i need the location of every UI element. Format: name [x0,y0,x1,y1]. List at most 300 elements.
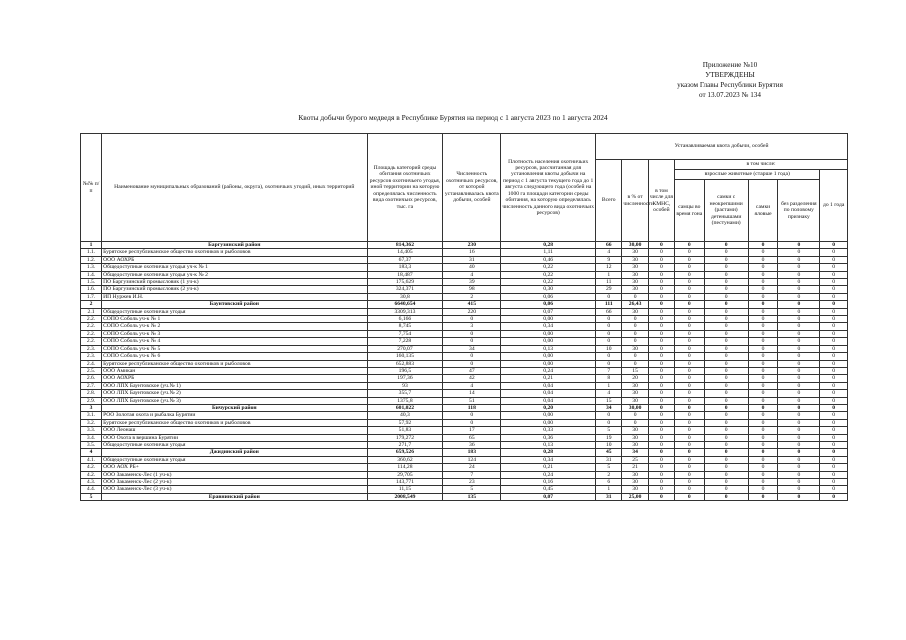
row-density: 0,00 [501,316,596,323]
row-male: 0 [675,471,704,478]
table-row [81,293,848,300]
row-density: 0,07 [501,493,596,500]
row-under1: 0 [820,441,848,448]
row-no-sex: 0 [778,338,820,345]
row-percent: 20 [622,375,648,382]
row-kmns: 0 [648,441,674,448]
row-population: 40 [443,264,501,271]
row-barren: 0 [748,441,777,448]
row-barren: 0 [748,330,777,337]
row-total: 4 [596,249,622,256]
row-population: 135 [443,493,501,500]
row-percent: 25 [622,456,648,463]
row-kmns: 0 [648,471,674,478]
row-barren: 0 [748,493,777,500]
row-population: 4 [443,271,501,278]
row-under1: 0 [820,434,848,441]
row-name: Еравнинский район [102,493,367,500]
table-row [81,419,848,426]
row-male: 0 [675,493,704,500]
row-under1: 0 [820,471,848,478]
table-row [81,345,848,352]
row-num: 2.2. [81,323,102,330]
row-name: Общедоступные охотничьи угодья [102,441,367,448]
row-under1: 0 [820,256,848,263]
row-num: 2.8. [81,390,102,397]
row-male: 0 [675,360,704,367]
row-num: 1 [81,242,102,249]
header-kmns: в том числе для КМНС, особей [648,160,674,242]
row-population: 34 [443,345,501,352]
row-female: 0 [704,286,748,293]
row-under1: 0 [820,486,848,493]
row-population: 4 [443,382,501,389]
row-under1: 0 [820,301,848,308]
header-quota-group: Устанавливаемая квота добычи, особей [596,134,848,160]
row-name: ПО Баргузинский промысловик (1 уч-к) [102,279,367,286]
row-density: 0,36 [501,434,596,441]
row-area: 652,883 [367,360,443,367]
row-population: 3 [443,323,501,330]
row-barren: 0 [748,375,777,382]
row-num: 3.3. [81,427,102,434]
row-area: 7,754 [367,330,443,337]
row-num: 3.1. [81,412,102,419]
row-under1: 0 [820,279,848,286]
row-density: 0,45 [501,486,596,493]
row-under1: 0 [820,419,848,426]
row-name: СОПО Соболь уч-к № 1 [102,316,367,323]
row-percent: 0 [622,330,648,337]
row-name: ООО Амикан [102,367,367,374]
row-male: 0 [675,286,704,293]
row-name: Бичурский район [102,404,367,411]
table-row [81,412,848,419]
row-percent: 26,43 [622,301,648,308]
row-male: 0 [675,404,704,411]
row-area: 160,135 [367,353,443,360]
row-num: 5 [81,493,102,500]
row-barren: 0 [748,301,777,308]
row-under1: 0 [820,264,848,271]
row-total: 10 [596,441,622,448]
row-female: 0 [704,353,748,360]
row-no-sex: 0 [778,367,820,374]
table-row [81,456,848,463]
row-percent: 34 [622,449,648,456]
row-density: 0,24 [501,367,596,374]
row-female: 0 [704,404,748,411]
row-barren: 0 [748,367,777,374]
row-area: 29,705 [367,471,443,478]
row-area: 183,3 [367,264,443,271]
header-barren: самки яловые [748,180,777,242]
row-density: 0,34 [501,456,596,463]
row-male: 0 [675,242,704,249]
row-area: 197,36 [367,375,443,382]
row-kmns: 0 [648,419,674,426]
row-percent: 30 [622,390,648,397]
row-density: 0,30 [501,286,596,293]
row-percent: 30 [622,256,648,263]
row-num: 2.1 [81,308,102,315]
row-population: 230 [443,242,501,249]
row-female: 0 [704,279,748,286]
row-total: 0 [596,338,622,345]
row-female: 0 [704,464,748,471]
table-row [81,330,848,337]
row-female: 0 [704,390,748,397]
row-under1: 0 [820,345,848,352]
row-total: 12 [596,264,622,271]
row-percent: 30 [622,441,648,448]
row-density: 0,28 [501,449,596,456]
row-area: 6,166 [367,316,443,323]
row-no-sex: 0 [778,279,820,286]
row-total: 111 [596,301,622,308]
row-no-sex: 0 [778,323,820,330]
row-barren: 0 [748,479,777,486]
row-kmns: 0 [648,353,674,360]
row-male: 0 [675,382,704,389]
row-barren: 0 [748,308,777,315]
row-total: 66 [596,308,622,315]
row-kmns: 0 [648,449,674,456]
row-num: 2.3. [81,353,102,360]
row-female: 0 [704,338,748,345]
row-density: 0,07 [501,308,596,315]
row-num: 1.2. [81,256,102,263]
row-density: 0,20 [501,404,596,411]
row-female: 0 [704,301,748,308]
row-no-sex: 0 [778,390,820,397]
row-num: 2.9. [81,397,102,404]
row-population: 24 [443,464,501,471]
row-male: 0 [675,367,704,374]
row-num: 1.5. [81,279,102,286]
row-no-sex: 0 [778,330,820,337]
row-under1: 0 [820,427,848,434]
row-male: 0 [675,345,704,352]
row-barren: 0 [748,286,777,293]
row-female: 0 [704,419,748,426]
row-percent: 30,00 [622,404,648,411]
row-barren: 0 [748,256,777,263]
row-population: 0 [443,353,501,360]
row-female: 0 [704,271,748,278]
row-num: 3.4. [81,434,102,441]
row-percent: 30,00 [622,242,648,249]
row-total: 7 [596,367,622,374]
row-num: 4.3. [81,479,102,486]
row-male: 0 [675,397,704,404]
row-area: 30,8 [367,293,443,300]
row-density: 0,21 [501,375,596,382]
row-kmns: 0 [648,308,674,315]
row-density: 0,33 [501,427,596,434]
row-percent: 0 [622,323,648,330]
row-total: 0 [596,330,622,337]
row-density: 0,22 [501,279,596,286]
header-num: №№ п/п [81,134,102,242]
row-female: 0 [704,316,748,323]
row-barren: 0 [748,404,777,411]
row-kmns: 0 [648,360,674,367]
row-area: 2008,549 [367,493,443,500]
table-row [81,471,848,478]
row-total: 0 [596,419,622,426]
header-under1: до 1 года [820,170,848,242]
row-under1: 0 [820,390,848,397]
row-total: 10 [596,345,622,352]
row-name: ООО АОХРБ [102,256,367,263]
row-no-sex: 0 [778,464,820,471]
row-area: 11,15 [367,486,443,493]
row-no-sex: 0 [778,471,820,478]
row-name: ООО Закаменск-Лес (3 уч-к) [102,486,367,493]
row-male: 0 [675,293,704,300]
row-area: 7,228 [367,338,443,345]
row-under1: 0 [820,456,848,463]
row-percent: 0 [622,353,648,360]
row-kmns: 0 [648,464,674,471]
table-row [81,479,848,486]
table-row [81,249,848,256]
row-kmns: 0 [648,286,674,293]
row-kmns: 0 [648,375,674,382]
row-barren: 0 [748,397,777,404]
row-population: 39 [443,279,501,286]
row-density: 0,00 [501,412,596,419]
row-under1: 0 [820,404,848,411]
table-row [81,434,848,441]
row-num: 1.1. [81,249,102,256]
row-male: 0 [675,412,704,419]
row-area: 355,7 [367,390,443,397]
header-male: самцы во время гона [675,180,704,242]
header-total: Всего [596,160,622,242]
row-population: 17 [443,427,501,434]
row-no-sex: 0 [778,412,820,419]
row-total: 1 [596,382,622,389]
row-kmns: 0 [648,479,674,486]
district-row [81,301,848,308]
row-kmns: 0 [648,301,674,308]
row-female: 0 [704,456,748,463]
row-male: 0 [675,271,704,278]
row-barren: 0 [748,323,777,330]
row-density: 0,21 [501,464,596,471]
row-name: ООО ЛПХ Баунтовское (уч.№ 3) [102,397,367,404]
row-name: Баргузинский район [102,242,367,249]
row-kmns: 0 [648,264,674,271]
row-barren: 0 [748,464,777,471]
row-density: 0,13 [501,345,596,352]
row-num: 2.2. [81,338,102,345]
approval-block [600,60,800,100]
row-no-sex: 0 [778,256,820,263]
header-including: в том числе: [675,160,848,170]
table-row [81,271,848,278]
row-no-sex: 0 [778,271,820,278]
table-row [81,353,848,360]
row-under1: 0 [820,338,848,345]
row-under1: 0 [820,493,848,500]
row-under1: 0 [820,464,848,471]
row-name: Общедоступные охотничьи угодья уч-к № 2 [102,271,367,278]
row-density: 0,04 [501,382,596,389]
row-female: 0 [704,375,748,382]
row-under1: 0 [820,249,848,256]
row-barren: 0 [748,471,777,478]
row-density: 0,00 [501,353,596,360]
row-female: 0 [704,427,748,434]
row-total: 8 [596,375,622,382]
row-kmns: 0 [648,412,674,419]
row-name: ООО ЛПХ Баунтовское (уч.№ 1) [102,382,367,389]
table-row [81,323,848,330]
row-num: 2.2. [81,316,102,323]
row-barren: 0 [748,279,777,286]
row-population: 98 [443,286,501,293]
row-male: 0 [675,249,704,256]
row-name: ИП Нуржев И.Н. [102,293,367,300]
row-percent: 25,00 [622,493,648,500]
row-kmns: 0 [648,338,674,345]
row-percent: 0 [622,293,648,300]
row-area: 114,28 [367,464,443,471]
row-percent: 30 [622,486,648,493]
row-male: 0 [675,419,704,426]
row-kmns: 0 [648,434,674,441]
table-row [81,427,848,434]
row-population: 124 [443,456,501,463]
row-name: Баунтовский район [102,301,367,308]
row-male: 0 [675,434,704,441]
approval-date: от 13.07.2023 № 134 [698,91,761,99]
row-male: 0 [675,375,704,382]
row-under1: 0 [820,449,848,456]
row-under1: 0 [820,360,848,367]
row-area: 3309,313 [367,308,443,315]
row-total: 31 [596,456,622,463]
row-name: Общедоступные охотничьи угодья уч-к № 1 [102,264,367,271]
header-female: самки с неокрепшими (растами) детенышами (пестунами) [704,180,748,242]
row-population: 5 [443,486,501,493]
header-percent: в % от численности [622,160,648,242]
row-kmns: 0 [648,486,674,493]
approval-annex-number: Приложение №10 [702,61,758,69]
row-under1: 0 [820,330,848,337]
row-barren: 0 [748,390,777,397]
row-female: 0 [704,242,748,249]
row-kmns: 0 [648,382,674,389]
row-population: 36 [443,441,501,448]
row-barren: 0 [748,293,777,300]
row-under1: 0 [820,397,848,404]
row-population: 2 [443,293,501,300]
row-under1: 0 [820,382,848,389]
row-percent: 30 [622,397,648,404]
row-barren: 0 [748,382,777,389]
table-row [81,308,848,315]
row-percent: 0 [622,360,648,367]
district-row [81,242,848,249]
row-percent: 30 [622,308,648,315]
row-population: 0 [443,419,501,426]
row-num: 2.6. [81,375,102,382]
row-population: 0 [443,316,501,323]
row-no-sex: 0 [778,360,820,367]
row-total: 66 [596,242,622,249]
row-population: 31 [443,256,501,263]
row-area: 14,405 [367,249,443,256]
table-row [81,360,848,367]
table-row [81,367,848,374]
row-name: Бурятское республиканское общество охотников и рыболовов [102,249,367,256]
row-area: 6640,654 [367,301,443,308]
row-female: 0 [704,434,748,441]
row-density: 0,24 [501,471,596,478]
row-total: 0 [596,316,622,323]
row-area: 175,629 [367,279,443,286]
row-total: 45 [596,449,622,456]
row-population: 0 [443,412,501,419]
row-percent: 0 [622,338,648,345]
table-row [81,486,848,493]
row-female: 0 [704,345,748,352]
row-num: 3.2. [81,419,102,426]
row-kmns: 0 [648,249,674,256]
row-total: 34 [596,404,622,411]
row-no-sex: 0 [778,375,820,382]
row-total: 6 [596,479,622,486]
row-density: 0,16 [501,479,596,486]
row-num: 4.1. [81,456,102,463]
row-population: 47 [443,367,501,374]
row-female: 0 [704,412,748,419]
row-barren: 0 [748,419,777,426]
row-barren: 0 [748,434,777,441]
row-area: 8,745 [367,323,443,330]
row-kmns: 0 [648,271,674,278]
row-male: 0 [675,353,704,360]
table-row [81,375,848,382]
row-female: 0 [704,382,748,389]
row-name: РОО Золотая охота и рыбалка Бурятии [102,412,367,419]
row-name: Бурятское республиканское общество охотников и рыболовов [102,360,367,367]
row-total: 5 [596,464,622,471]
row-population: 65 [443,434,501,441]
row-density: 0,04 [501,390,596,397]
row-barren: 0 [748,316,777,323]
row-density: 0,28 [501,242,596,249]
row-female: 0 [704,441,748,448]
row-name: Общедоступные охотничьи угодья [102,456,367,463]
row-density: 0,00 [501,330,596,337]
row-female: 0 [704,471,748,478]
row-name: СОПО Соболь уч-к № 2 [102,323,367,330]
row-male: 0 [675,264,704,271]
row-under1: 0 [820,353,848,360]
row-population: 7 [443,471,501,478]
row-density: 0,22 [501,264,596,271]
row-no-sex: 0 [778,427,820,434]
row-no-sex: 0 [778,493,820,500]
row-female: 0 [704,449,748,456]
row-density: 1,11 [501,249,596,256]
row-female: 0 [704,293,748,300]
